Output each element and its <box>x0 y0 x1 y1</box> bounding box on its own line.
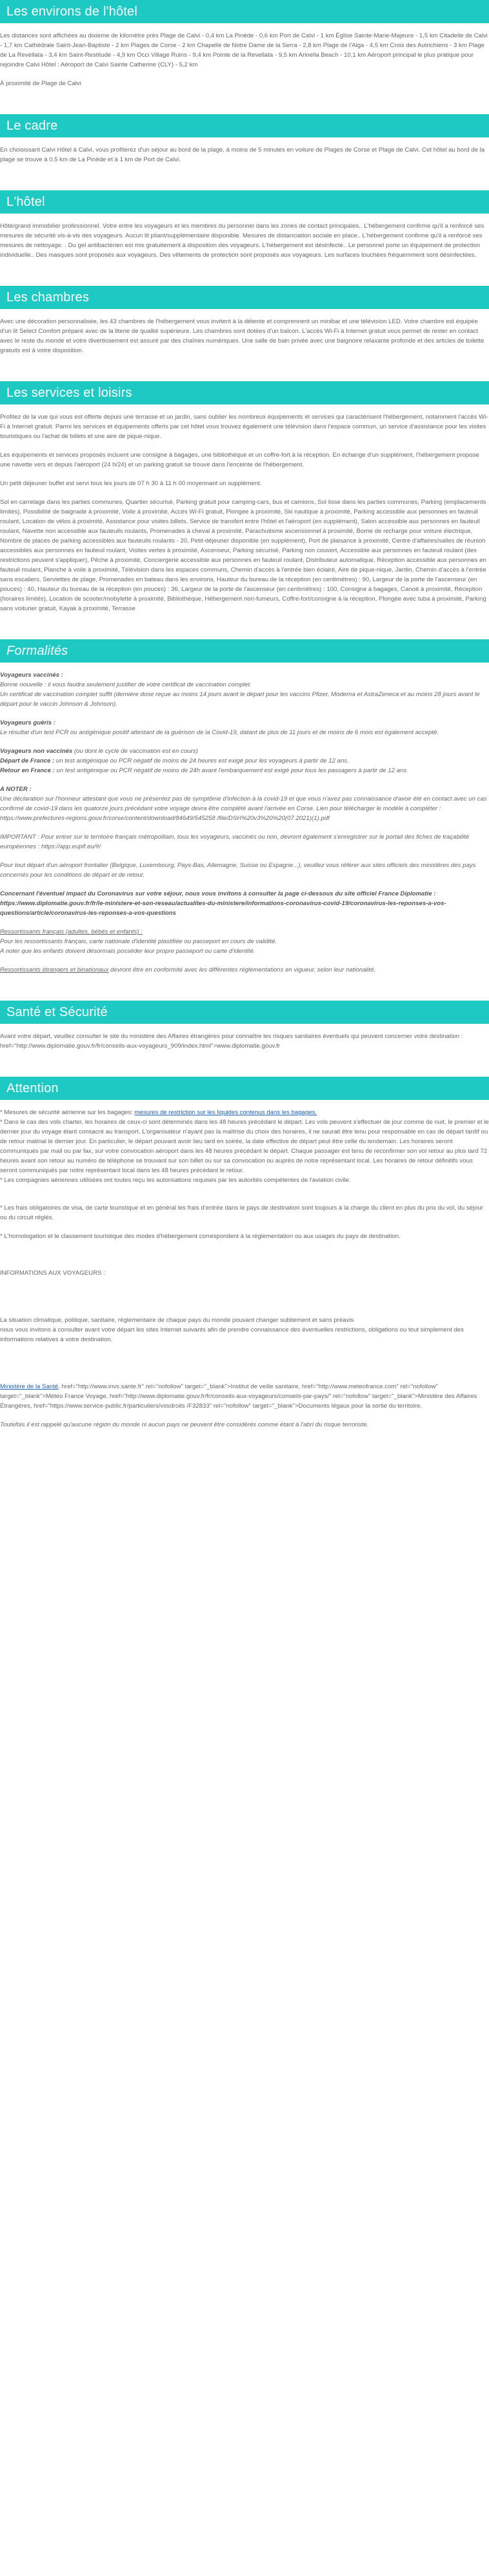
services-p2: Les équipements et services proposés incluent une consigne à bagages, une bibliothèque et un coffre-fort à la réception. En échange d'un supplément, l'hébergement propose une navette vers et depuis l'aéroport (24 h/24) et un parking gratuit se trouve dans l'enceinte de l'hébergement. <box>0 452 479 468</box>
formalites-ressortissants <box>0 927 489 956</box>
retour-title: Retour en France : <box>0 767 55 774</box>
formalites-vaccines <box>0 670 489 709</box>
section-formalites <box>0 663 489 975</box>
attention-p3: * L'homologation et le classement touristique des modes d'hébergement correspondent à la réglementation ou aux usages du pays de destination. <box>0 1233 401 1240</box>
infos-body <box>0 1315 489 1344</box>
nonvacc-title: Voyageurs non vaccinés <box>0 748 73 755</box>
ressortissants-title: Ressortissants français (adultes, bébés et enfants) : <box>0 928 143 935</box>
etrangers-title: Ressortissants étrangers et binationaux <box>0 966 109 973</box>
formalites-depart-etranger: Pour tout départ d'un aéroport frontalier (Belgique, Luxembourg, Pays-Bas, Allemagne, Suisse ou Espagne...), veuillez vous référer aux sites officiels des ministères des pays concernés pour les conditions de départ et de retour. <box>0 862 476 879</box>
formalites-important: IMPORTANT : Pour entrer sur le territoire français métropolitain, tous les voyageurs, vaccinés ou non, devront également s'enregistrer sur le portail des fiches de traçabilité européennes : https://app.euplf.eu/#/ <box>0 834 470 850</box>
formalites-non-vaccines <box>0 746 489 775</box>
formalites-etrangers <box>0 965 489 975</box>
section-title-hotel: L'hôtel <box>0 190 489 214</box>
depart-text: un test antigénique ou PCR négatif de moins de 24 heures est exigé pour les voyageurs à partir de 12 ans. <box>54 757 349 764</box>
attention-final: Toutefois il est rappelé qu'aucune région du monde ni aucun pays ne peuvent être considérés comme étant à l'abri du risque terroriste. <box>0 1421 369 1428</box>
section-title-cadre: Le cadre <box>0 114 489 137</box>
vaccines-line-2: Un certificat de vaccination complet suffit (dernière dose reçue au moins 14 jours avant le départ pour les vaccins Pfizer, Moderna et AstraZeneca et au moins 28 jours avant le départ pour le vaccin Johnson & Johnson). <box>0 691 480 708</box>
services-p1: Profitez de la vue qui vous est offerte depuis une terrasse et un jardin, sans oublier les nombreux équipements et services qui caractérisent l'hébergement, notamment l'accès Wi-Fi à Internet gratuit. Parmi les services et équipements offerts par cet hôtel vous trouvez également une télévision dans l'espace commun, un service d'assistance pour les visites touristiques ou l'achat de billets et une aire de pique-nique. <box>0 414 488 440</box>
cadre-text: En choisissant Calvi Hôtel à Calvi, vous profiterez d'un séjour au bord de la plage, à moins de 5 minutes en voiture de Plages de Corse et Plage de Calvi. Cet hôtel au bord de la plage se trouve à 0,5 km de La Pinède et à 1 km de Port de Calvi. <box>0 146 485 163</box>
section-title-chambres: Les chambres <box>0 286 489 309</box>
formalites-gueris <box>0 718 489 737</box>
section-title-formalites: Formalités <box>0 639 489 663</box>
vaccines-title: Voyageurs vaccinés : <box>0 672 63 679</box>
formalites-coronavirus[interactable]: Concernant l'éventuel impact du Coronavirus sur votre séjour, nous vous invitons à consulter la page ci-dessous du site officiel France Diplomatie : https://www.diplomatie.gouv.fr/fr/le-ministere-et-son-reseau/actualites-du-ministere/informations-coronavirus-covid-19/coronavirus-les-reponses-a-vos-questions/article/coronavirus-les-reponses-a-vos-questions <box>0 890 446 917</box>
hotel-text: Hôte/grand immobilier professionnel. Votre entre les voyageurs et les membres du personnel dans les zones de contact principales.. L'hébergement confirme qu'il a renforcé ses mesures de sécurité vis-à-vis des voyageurs. Aucun lit pliant/supplémentaire disponible. Mesures de distanciation sociale en place.. L'hébergement confirme qu'il a renforcé ses mesures de nettoyage. . Du gel antibactérien est mis gratuitement à disposition des voyageurs. L'hébergement est désinfecté.. Le personnel porte un équipement de protection individuelle.. Des masques sont proposés aux voyageurs. Des vêtements de protection sont proposés aux voyageurs. Les surfaces touchées fréquemment sont désinfectées. <box>0 223 484 259</box>
environs-beach: À proximité de Plage de Calvi <box>0 80 81 87</box>
infos-title: INFORMATIONS AUX VOYAGEURS : <box>0 1270 105 1277</box>
section-title-sante: Santé et Sécurité <box>0 1001 489 1024</box>
services-p4: Sol en carrelage dans les parties communes, Quartier sécurisé, Parking gratuit pour camping-cars, bus et camions, Sol lisse dans les parties communes, Parking (emplacements limités), Possibilité de baignade à proximité, Voile à proximité, Accès Wi-Fi gratuit, Plongée à proximité, Ski nautique à proximité, Parking accessible aux personnes en fauteuil roulant, Location de vélos à proximité, Assistance pour visites billets, Service de transfert entre l'hôtel et l'aéroport (en supplément), Salon accessible aux personnes en fauteuil roulant, Navette non accessible aux fauteuils roulants, Promenades à cheval à proximité, Parachutisme ascensionnel à proximité, Borne de recharge pour voiture électrique, Nombre de places de parking accessibles aux fauteuils roulants - 20, Petit-déjeuner disponible (en supplément), Port de plaisance à proximité, Centre d'affaires/salles de réunion accessibles aux personnes en fauteuil roulant, Visites vertes à proximité, Ascenseur, Parking sécurisé, Parking non couvert, Accessible aux personnes en fauteuil roulant (des restrictions peuvent s'appliquer), Pêche à proximité, Conciergerie accessible aux personnes en fauteuil roulant, Distributeur automatique, Réception accessible aux personnes en fauteuil roulant, Planche à voile à proximité, Télévision dans les espaces communs, Chemin d'accès à l'entrée bien éclairé, Aire de pique-nique, Jardin, Chemin d'accès à l'entrée sans escaliers, Serviettes de plage, Promenades en bateau dans les environs, Hauteur du bureau de la réception (en centimètres) : 90, Largeur de la porte de l'ascenseur (en pouces) : 40, Hauteur du bureau de la réception (en pouces) : 36, Largeur de la porte de l'ascenseur (en centimètres) : 100, Consigne à bagages, Canoë à proximité, Réception (horaires limités), Location de scooter/mobylette à proximité, Bibliothèque, Hébergement non-fumeurs, Coffre-fort/consigne à la réception, Plongée avec tuba à proximité, Parking sans voiturier gratuit, Kayak à proximité, Terrasse <box>0 499 486 612</box>
gueris-title: Voyageurs guéris : <box>0 719 56 726</box>
ministere-rest: , href="http://www.invs.sante.fr" rel="nofollow" target="_blank">Institut de veille sanitaire, href="http://www.meteofrance.com" rel="nofollow" target="_blank">Météo France Voyage, href="http://www.diplomatie.gouv.fr/fr/conseils-aux-voyageurs/conseils-par-pays/" rel="nofollow" target="_blank">Ministère des Affaires Étrangères, href="https://www.service-public.fr/particuliers/vosdroits /F32833" rel="nofollow" target="_blank">Documents légaux pour la sortie du territoire. <box>0 1383 477 1410</box>
section-hotel <box>0 214 489 260</box>
section-attention <box>0 1100 489 1430</box>
etrangers-text: devront être en conformité avec les différentes réglementations en vigueur, selon leur nationalité. <box>108 966 376 973</box>
chambres-text: Avec une décoration personnalisée, les 43 chambres de l'hébergement vous invitent à la détente et comprennent un minibar et une télévision LED. Votre chambre est équipée d'un lit Select Comfort préparé avec de la literie de qualité supérieure. Les chambres sont dotées d'un balcon. L'accès Wi-Fi à Internet gratuit vous permet de rester en contact avec le reste du monde et votre divertissement est assuré par des chaînes numériques. Une salle de bain privée avec une baignoire relaxante profonde et des articles de toilette gratuits est à votre disposition. <box>0 318 484 354</box>
section-sante <box>0 1024 489 1051</box>
section-title-attention: Attention <box>0 1077 489 1100</box>
infos-line-2: nous vous invitons à consulter avant votre départ les sites Internet suivants afin de prendre connaissance des éventuelles restrictions, obligations ou tout simplement des informations relatives à votre destination. <box>0 1326 464 1343</box>
ministere-sante-link[interactable]: Ministère de la Santé <box>0 1383 59 1390</box>
liquids-link[interactable]: mesures de restriction sur les liquides contenus dans les bagages. <box>134 1109 317 1116</box>
infos-line-1: La situation climatique, politique, sanitaire, réglementaire de chaque pays du monde pouvant changer subitement et sans préavis <box>0 1317 354 1324</box>
ressortissants-line-2: A noter que les enfants doivent désormais posséder leur propre passeport ou carte d'identité. <box>0 948 255 955</box>
sante-text: Avant votre départ, veuillez consulter le site du ministère des Affaires étrangères pour connaître les risques sanitaires éventuels qui peuvent concerner votre destination : href="http://www.diplomatie.gouv.fr/fr/conseils-aux-voyageurs_909/index.html">www.diplomatie.gouv.fr <box>0 1033 463 1050</box>
attention-p2: * Les frais obligatoires de visa, de carte touristique et en général les frais d'entrée dans le pays de destination sont toujours à la charge du client en plus du prix du vol, du séjour ou du circuit réglés. <box>0 1204 483 1221</box>
environs-distances: Les distances sont affichées au dixième de kilomètre près Plage de Calvi - 0,4 km La Pinède - 0,6 km Port de Calvi - 1 km Église Sainte-Marie-Majeure - 1,5 km Citadelle de Calvi - 1,7 km Cathédrale Saint-Jean-Baptiste - 2 km Plages de Corse - 2 km Chapelle de Notre Dame de la Serra - 2,8 km Plage de l'Alga - 4,5 km Croix des Autrichiens - 3 km Plage de La Revellata - 3,4 km Saint-Restitude - 4,9 km Occi Village Ruins - 9,4 km Pointe de la Revellata - 9,5 km Arinella Beach - 10,1 km Aéroport principal le plus pratique pour rejoindre Calvi Hôtel : Aéroport de Calvi Sainte Catherine (CLY) - 5,2 km <box>0 32 488 68</box>
retour-text: un test antigénique ou PCR négatif de moins de 24h avant l'embarquement est exigé pour tous les passagers à partir de 12 ans. <box>54 767 408 774</box>
section-chambres <box>0 309 489 355</box>
formalites-anoter <box>0 784 489 823</box>
vaccines-line-1: Bonne nouvelle : il vous faudra seulement justifier de votre certificat de vaccination complet. <box>0 681 252 688</box>
anoter-text: Une déclaration sur l'honneur attestant que vous ne présentez pas de symptôme d'infection à la covid-19 et que vous n'avez pas connaissance d'avoir été en contact avec un cas confirmé de covid-19 dans les quatorze jours précédant votre voyage devra être complété avant l'arrivée en Corse. Lien pour télécharger le modèle à compléter : https://www.prefectures-regions.gouv.fr/corse/content/download/84649/545258 /file/DSH%20v3%20%20(07.2021)(1).pdf <box>0 795 487 822</box>
depart-title: Départ de France : <box>0 757 55 764</box>
section-cadre <box>0 137 489 165</box>
section-title-services: Les services et loisirs <box>0 381 489 404</box>
companies-text: * Les compagnies aériennes utilisées ont toutes reçu les autorisations requises par les autorités compétentes de l'aviation civile. <box>0 1177 351 1184</box>
liquids-prefix: * Mesures de sécurité aérienne sur les bagages: <box>0 1109 135 1116</box>
charter-text: * Dans le cas des vols charter, les horaires de ceux-ci sont déterminés dans les 48 heures précédant le départ. Les vols peuvent s'effectuer de jour comme de nuit, le premier et le dernier jour du voyage étant consacré au transport. L'organisateur n'ayant pas la maîtrise du choix des horaires, il ne saurait être tenu pour responsable en cas de départ tardif ou de retour matinal le dernier jour. En particulier, le départ pouvant avoir lieu tard en soirée, la date effective de départ peut être celle du lendemain. Les horaires seront communiqués par mail ou par fax, sur votre convocation aéroport dans les 48 heures précédant le départ. Chaque passager est tenu de reconfirmer son vol retour au plus tard 72 heures avant son retour au numéro de téléphone se trouvant sur son billet ou sur sa convocation ou auprès de notre représentant local. Les horaires de retour définitifs vous seront communiqués par notre représentant local dans les 48 heures précédant le retour. <box>0 1119 489 1174</box>
section-environs <box>0 23 489 88</box>
anoter-title: A NOTER : <box>0 786 32 793</box>
section-title-environs: Les environs de l'hôtel <box>0 0 489 23</box>
nonvacc-suffix: (ou dont le cycle de vaccination est en cours) <box>72 748 198 755</box>
ressortissants-line-1: Pour les ressortissants français, carte nationale d'identité plastifiée ou passeport en cours de validité. <box>0 938 277 945</box>
section-services <box>0 404 489 614</box>
attention-p1 <box>0 1108 489 1185</box>
services-p3: Un petit déjeuner buffet est servi tous les jours de 07 h 30 à 11 h 00 moyennant un supplément. <box>0 480 262 487</box>
gueris-text: Le résultat d'un test PCR ou antigénique positif attestant de la guérison de la Covid-19, datant de plus de 11 jours et de moins de 6 mois est également accepté. <box>0 729 439 736</box>
ministere-links <box>0 1382 489 1411</box>
